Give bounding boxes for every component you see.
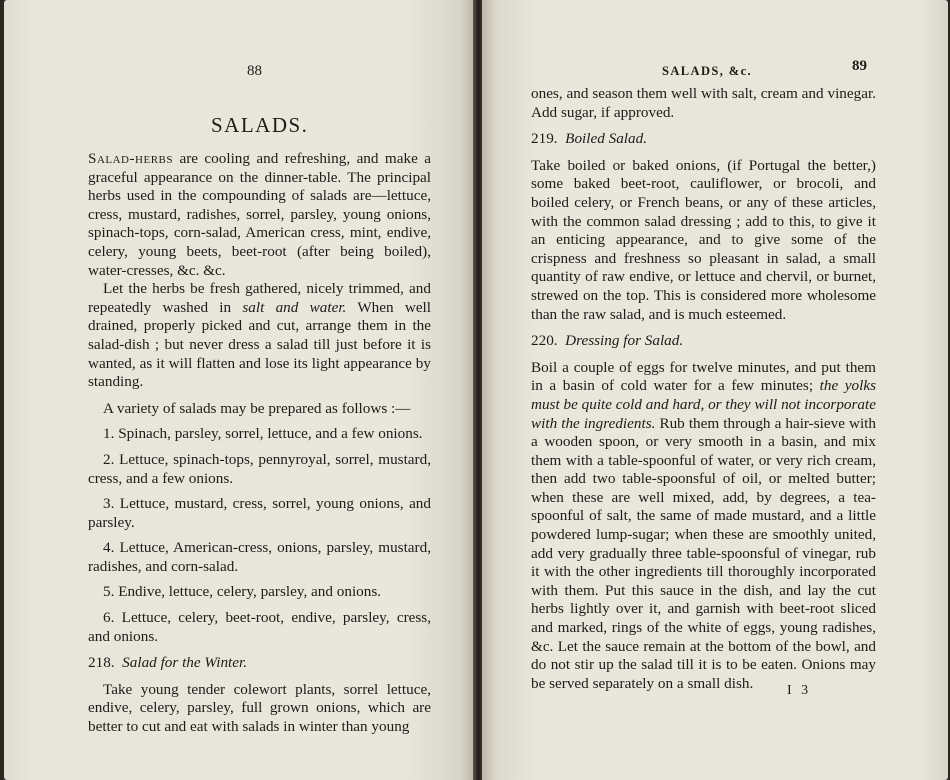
variety-line: A variety of salads may be prepared as follows :— (103, 399, 411, 417)
continuation-text: ones, and season them well with salt, cream and vinegar. Add sugar, if approved. (531, 85, 876, 121)
recipe-219-heading (531, 130, 876, 149)
recipe-220-em: the yolks must be quite cold and hard, or they will not incorporate with the ingredients. (531, 377, 876, 432)
right-text-block (531, 85, 876, 693)
recipe-220-b: Rub them through a hair-sieve with a wooden spoon, or very smooth in a basin, and mix them with a table-spoonful of water, or very rich cream, then add two table-spoonsful of oil, or melted butter; when these are well mixed, add, by degrees, a tea-spoonful of salt, the same of made mustard, and a little powdered lump-sugar; when these are smoothly united, add very gradually three table-spoonsful of vinegar, rub it with the other ingredients till thoroughly incorporated with them. Put this sauce in the dish, and lay the cut herbs lightly over it, and garnish with beet-root sliced and marked, rings of the white of eggs, young radishes, &c. Let the sauce remain at the bottom of the bowl, and do not stir up the salad till it is to be eaten. Onions may be served separately on a small dish. (531, 414, 876, 692)
washing-paragraph (88, 280, 431, 392)
recipe-220-a: Boil a couple of eggs for twelve minutes, and put them in a basin of cold water for a few minutes; (531, 358, 876, 395)
recipe-218-text: Take young tender colewort plants, sorrel lettuce, endive, celery, parsley, full grown onions, which are better to cut and eat with salads in winter than young (88, 680, 431, 736)
running-head: SALADS, &c. (662, 64, 753, 78)
recipe-220-number: 220. (531, 332, 558, 350)
left-text-block (88, 150, 431, 737)
recipe-219-number: 219. (531, 130, 558, 148)
salad-list-item: 3. Lettuce, mustard, cress, sorrel, young onions, and parsley. (88, 495, 431, 531)
para2-a: Let the herbs be fresh gathered, nicely trimmed, and repeatedly washed in (88, 280, 431, 316)
salad-list-item: 2. Lettuce, spinach-tops, pennyroyal, sorrel, mustard, cress, and a few onions. (88, 450, 431, 487)
para2-em: salt and water. (242, 298, 347, 316)
recipe-220-heading (531, 332, 876, 351)
salad-list-item: 4. Lettuce, American-cress, onions, parsley, mustard, radishes, and corn-salad. (88, 539, 431, 575)
para2-b: When well drained, properly picked and cut, arrange them in the salad-dish ; but never dress a salad till just before it is wanted, as it will flatten and lose its light appearance by standing. (88, 298, 431, 391)
salad-list-item: 5. Endive, lettuce, celery, parsley, and onions. (103, 583, 382, 601)
right-page (482, 0, 948, 780)
intro-rest: are cooling and refreshing, and make a graceful appearance on the dinner-table. The principal herbs used in the compounding of salads are—lettuce, cress, mustard, radishes, sorrel, parsley, young onions, spinach-tops, corn-salad, American cress, mint, endive, celery, young beets, beet-root (after being boiled), water-cresses, &c. &c. (88, 150, 431, 279)
signature-mark: I 3 (787, 683, 812, 698)
recipe-220-text (531, 359, 876, 694)
recipe-219-title: Boiled Salad. (565, 130, 648, 148)
salad-list-item: 6. Lettuce, celery, beet-root, endive, parsley, cress, and onions. (88, 609, 431, 645)
recipe-219-text: Take boiled or baked onions, (if Portugal the better,) some baked beet-root, cauliflower, or brocoli, and boiled celery, or French beans, or any of these articles, with the common salad dressing ; add to this, to give it an enticing appearance, and to give some of the crispness and freshness so pleasant in salad, a small quantity of raw endive, or lettuce and chervil, or burnet, strewed on the top. This is considered more wholesome than the raw salad, and is much esteemed. (531, 156, 876, 323)
recipe-220-title: Dressing for Salad. (565, 332, 684, 350)
intro-lead: Salad-herbs (88, 150, 174, 167)
chapter-title: SALADS. (211, 113, 309, 137)
page-number-left: 88 (247, 63, 262, 79)
recipe-218-title: Salad for the Winter. (122, 654, 248, 672)
recipe-218-number: 218. (88, 654, 115, 672)
salad-list-item: 1. Spinach, parsley, sorrel, lettuce, and a few onions. (103, 425, 423, 443)
recipe-218-heading (88, 654, 431, 673)
intro-paragraph (88, 150, 431, 280)
left-page (4, 0, 475, 780)
page-number-right: 89 (852, 58, 867, 74)
salad-list (88, 425, 431, 646)
